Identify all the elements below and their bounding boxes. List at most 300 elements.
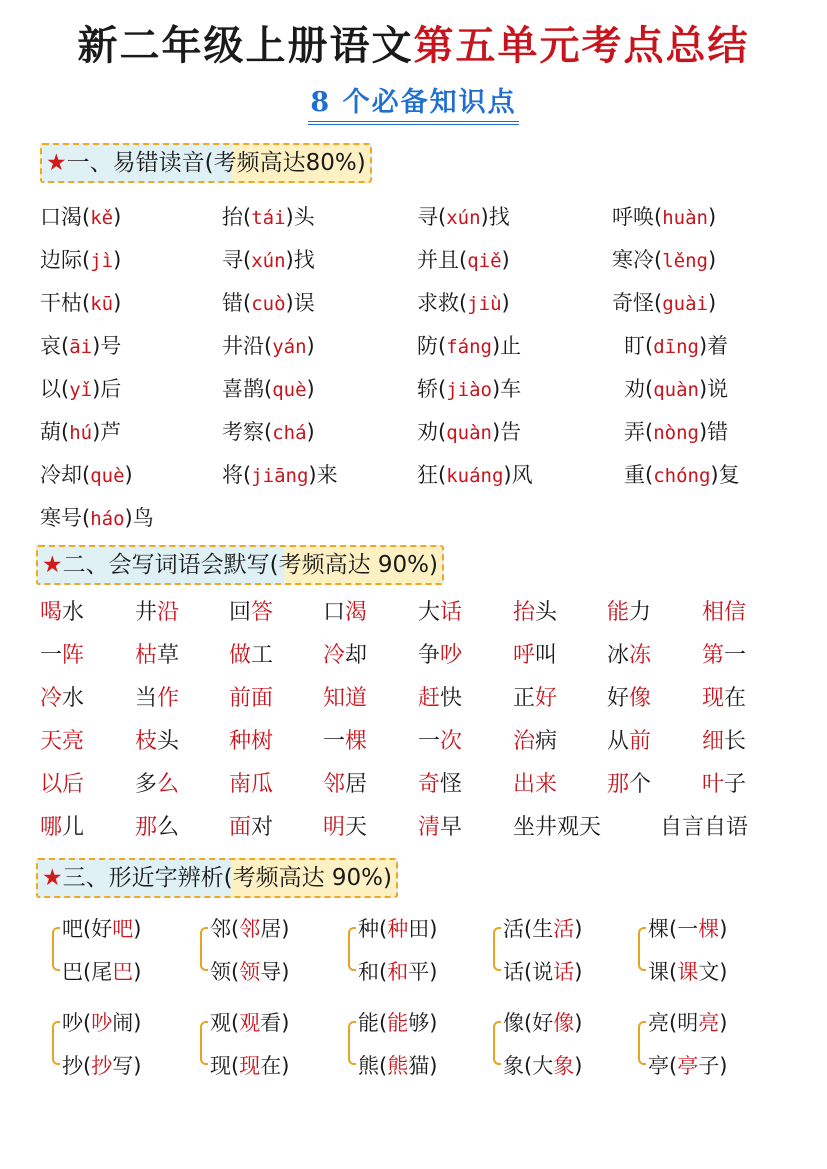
pinyin-item xyxy=(612,203,716,232)
pinyin-reading: huàn xyxy=(662,207,708,229)
section-heading-1 xyxy=(40,143,372,183)
word-char: 枯 xyxy=(135,643,158,668)
char-text: ) xyxy=(574,917,583,941)
char-text: 和 xyxy=(358,960,379,984)
word-char: 知道 xyxy=(323,686,368,711)
word-item xyxy=(229,598,273,628)
pinyin-reading: háo xyxy=(90,508,125,530)
char-text: ( xyxy=(83,1054,92,1078)
char-text: 闹) xyxy=(112,1011,142,1035)
pinyin-reading: yán xyxy=(272,336,307,358)
word-suffix: 风 xyxy=(511,463,533,487)
paren-close: ) xyxy=(501,248,510,272)
char-text: 活 xyxy=(503,917,524,941)
word-item xyxy=(418,727,462,757)
char-text: ( xyxy=(379,1011,388,1035)
word-char: 吵 xyxy=(440,643,463,668)
pinyin-item xyxy=(417,375,521,404)
word-char: 儿 xyxy=(62,815,85,840)
word-char: 头 xyxy=(535,600,558,625)
pinyin-reading: chá xyxy=(272,422,307,444)
similar-char-line xyxy=(210,958,289,986)
char-text: ( xyxy=(231,1011,240,1035)
word-text: 井沿 xyxy=(222,334,264,358)
word-suffix: 说 xyxy=(707,377,729,401)
word-item xyxy=(229,684,273,714)
word-suffix: 鸟 xyxy=(132,506,154,530)
word-char: 好 xyxy=(535,686,558,711)
word-char: 好 xyxy=(607,686,630,711)
pinyin-item xyxy=(417,203,510,232)
word-item xyxy=(607,727,651,757)
word-item xyxy=(702,684,746,714)
word-text: 以 xyxy=(40,377,61,401)
pinyin-item xyxy=(624,461,740,490)
bracket-icon xyxy=(493,1021,501,1065)
word-item xyxy=(418,813,462,843)
word-item xyxy=(513,727,557,757)
word-item xyxy=(323,813,367,843)
char-text: 领 xyxy=(239,960,261,984)
pinyin-item xyxy=(417,289,510,318)
similar-char-line xyxy=(210,915,289,943)
pinyin-reading: jiāng xyxy=(251,465,309,487)
bracket-icon xyxy=(52,1021,60,1065)
word-char: 工 xyxy=(251,643,274,668)
similar-char-line xyxy=(648,1052,727,1080)
char-text: 抄 xyxy=(91,1054,113,1078)
section-title: 三、形近字辨析 xyxy=(62,865,224,891)
similar-char-line xyxy=(503,1052,582,1080)
char-text: (一 xyxy=(669,917,699,941)
page-title xyxy=(0,14,827,71)
similar-char-line xyxy=(503,915,582,943)
word-char: 相信 xyxy=(702,600,747,625)
word-suffix: 止 xyxy=(500,334,522,358)
pinyin-item xyxy=(222,332,315,361)
char-text: ) xyxy=(574,960,583,984)
word-text: 重 xyxy=(624,463,645,487)
paren-open: ( xyxy=(82,463,91,487)
paren-open: ( xyxy=(82,291,91,315)
word-char: 大 xyxy=(418,600,441,625)
word-item xyxy=(418,641,462,671)
char-text: ( xyxy=(669,960,678,984)
similar-char-line xyxy=(648,915,727,943)
paren-close: ) xyxy=(306,420,315,444)
pinyin-reading: què xyxy=(272,379,307,401)
similar-char-line xyxy=(358,1009,437,1037)
paren-open: ( xyxy=(82,205,91,229)
paren-open: ( xyxy=(654,291,663,315)
word-char: 冰 xyxy=(607,643,630,668)
paren-open: ( xyxy=(645,377,654,401)
word-text: 轿 xyxy=(417,377,438,401)
char-text: 观 xyxy=(210,1011,231,1035)
word-char: 治 xyxy=(513,729,536,754)
page-subtitle xyxy=(0,86,827,125)
paren-close: ) xyxy=(92,377,101,401)
star-icon: ★ xyxy=(42,865,63,891)
paren-close: ) xyxy=(113,205,122,229)
pinyin-reading: lěng xyxy=(662,250,708,272)
bracket-icon xyxy=(638,927,646,971)
word-suffix: 后 xyxy=(100,377,122,401)
word-char: 坐井观天 xyxy=(513,815,602,840)
word-char: 草 xyxy=(157,643,180,668)
word-item xyxy=(323,684,367,714)
word-item xyxy=(229,641,273,671)
paren-open: ( xyxy=(438,334,447,358)
pinyin-item xyxy=(40,289,121,318)
word-text: 口渴 xyxy=(40,205,82,229)
char-text: ) xyxy=(133,917,142,941)
pinyin-reading: fáng xyxy=(446,336,492,358)
similar-char-line xyxy=(62,1052,141,1080)
word-suffix: 车 xyxy=(500,377,522,401)
bracket-icon xyxy=(200,927,208,971)
word-item xyxy=(513,770,557,800)
word-char: 回 xyxy=(229,600,252,625)
word-text: 冷却 xyxy=(40,463,82,487)
word-char: 在 xyxy=(724,686,747,711)
word-item xyxy=(40,641,84,671)
paren-close: ) xyxy=(698,420,708,444)
word-char: 力 xyxy=(629,600,652,625)
word-text: 寒号 xyxy=(40,506,82,530)
word-char: 一 xyxy=(40,643,63,668)
char-text: 能 xyxy=(387,1011,409,1035)
word-text: 喜鹊 xyxy=(222,377,264,401)
pinyin-item xyxy=(40,418,121,447)
pinyin-item xyxy=(40,504,154,533)
char-text: ( xyxy=(231,917,240,941)
word-item xyxy=(229,813,273,843)
word-char: 自言自语 xyxy=(660,815,749,840)
word-item xyxy=(323,727,367,757)
section-frequency: (考频高达 90%) xyxy=(223,865,393,891)
word-text: 并且 xyxy=(417,248,459,272)
word-char: 种树 xyxy=(229,729,274,754)
char-text: 话 xyxy=(553,960,575,984)
word-item xyxy=(418,598,462,628)
paren-open: ( xyxy=(459,291,468,315)
word-char: 居 xyxy=(345,772,368,797)
similar-char-line xyxy=(358,915,437,943)
paren-close: ) xyxy=(707,291,717,315)
pinyin-reading: jì xyxy=(90,250,114,272)
char-text: 课 xyxy=(677,960,699,984)
similar-char-line xyxy=(648,1009,727,1037)
word-char: 叶 xyxy=(702,772,725,797)
word-text: 弄 xyxy=(624,420,645,444)
char-text: (说 xyxy=(524,960,554,984)
word-char: 快 xyxy=(440,686,463,711)
pinyin-reading: què xyxy=(90,465,125,487)
similar-char-line xyxy=(62,915,141,943)
word-suffix: 头 xyxy=(293,205,315,229)
word-char: 水 xyxy=(62,686,85,711)
word-char: 冷 xyxy=(323,643,346,668)
word-suffix: 来 xyxy=(316,463,338,487)
section-heading-2 xyxy=(36,545,444,585)
pinyin-item xyxy=(612,246,716,275)
char-text: 像 xyxy=(503,1011,524,1035)
similar-char-line xyxy=(62,958,141,986)
word-item xyxy=(513,684,557,714)
paren-open: ( xyxy=(61,377,70,401)
char-text: 种 xyxy=(358,917,379,941)
section-frequency: (考频高达80%) xyxy=(204,150,366,176)
word-text: 将 xyxy=(222,463,243,487)
bracket-icon xyxy=(348,1021,356,1065)
word-item xyxy=(323,770,367,800)
char-text: ( xyxy=(379,1054,388,1078)
char-text: 在) xyxy=(260,1054,290,1078)
paren-close: ) xyxy=(124,463,133,487)
word-char: 个 xyxy=(629,772,652,797)
char-text: ( xyxy=(669,1054,678,1078)
title-part-1: 新二年级上册语文 xyxy=(77,22,414,69)
word-char: 阵 xyxy=(62,643,85,668)
word-char: 以后 xyxy=(40,772,85,797)
char-text: 活 xyxy=(553,917,575,941)
char-text: 话 xyxy=(503,960,524,984)
pinyin-reading: chóng xyxy=(653,465,711,487)
word-char: 面 xyxy=(229,815,252,840)
paren-open: ( xyxy=(645,463,654,487)
word-char: 前 xyxy=(629,729,652,754)
pinyin-item xyxy=(417,246,510,275)
pinyin-reading: kě xyxy=(90,207,114,229)
word-suffix: 找 xyxy=(293,248,315,272)
word-item xyxy=(607,684,651,714)
paren-open: ( xyxy=(438,205,447,229)
word-item xyxy=(229,727,273,757)
word-text: 寻 xyxy=(417,205,438,229)
pinyin-item xyxy=(624,375,728,404)
char-text: 像 xyxy=(553,1011,575,1035)
char-text: 吵 xyxy=(62,1011,83,1035)
char-text: 能 xyxy=(358,1011,379,1035)
word-char: 那 xyxy=(135,815,158,840)
word-char: 多 xyxy=(135,772,158,797)
word-text: 抬 xyxy=(222,205,243,229)
word-char: 却 xyxy=(345,643,368,668)
char-text: 象 xyxy=(553,1054,575,1078)
pinyin-item xyxy=(222,461,338,490)
word-char: 明 xyxy=(323,815,346,840)
word-char: 病 xyxy=(535,729,558,754)
char-text: 现 xyxy=(210,1054,231,1078)
char-text: ) xyxy=(574,1011,583,1035)
section-heading-3 xyxy=(36,858,398,898)
similar-char-line xyxy=(210,1009,289,1037)
word-char: 像 xyxy=(629,686,652,711)
word-item xyxy=(40,813,84,843)
word-item xyxy=(702,770,746,800)
paren-open: ( xyxy=(264,334,273,358)
word-char: 一 xyxy=(418,729,441,754)
paren-open: ( xyxy=(459,248,468,272)
paren-close: ) xyxy=(491,420,501,444)
char-text: (好 xyxy=(524,1011,554,1035)
paren-close: ) xyxy=(285,291,294,315)
word-char: 作 xyxy=(157,686,180,711)
char-text: 子) xyxy=(698,1054,728,1078)
bracket-icon xyxy=(52,927,60,971)
word-char: 一 xyxy=(323,729,346,754)
char-text: 写) xyxy=(112,1054,142,1078)
word-item xyxy=(607,641,651,671)
word-char: 当 xyxy=(135,686,158,711)
word-char: 天亮 xyxy=(40,729,85,754)
char-text: 棵 xyxy=(698,917,720,941)
char-text: ( xyxy=(231,960,240,984)
word-char: 怪 xyxy=(440,772,463,797)
char-text: 吵 xyxy=(91,1011,113,1035)
word-char: 早 xyxy=(440,815,463,840)
word-text: 防 xyxy=(417,334,438,358)
similar-char-line xyxy=(503,1009,582,1037)
word-char: 清 xyxy=(418,815,441,840)
paren-open: ( xyxy=(61,420,70,444)
paren-close: ) xyxy=(480,205,489,229)
word-char: 呼 xyxy=(513,643,536,668)
pinyin-item xyxy=(40,203,121,232)
char-text: ( xyxy=(231,1054,240,1078)
char-text: 观 xyxy=(239,1011,261,1035)
pinyin-reading: yǐ xyxy=(69,379,93,401)
subtitle-text: 8 个必备知识点 xyxy=(308,86,518,125)
star-icon: ★ xyxy=(42,552,63,578)
word-char: 枝 xyxy=(135,729,158,754)
char-text: (生 xyxy=(524,917,554,941)
char-text: 文) xyxy=(698,960,728,984)
word-char: 长 xyxy=(724,729,747,754)
section-frequency: (考频高达 90%) xyxy=(269,552,439,578)
word-item xyxy=(702,727,746,757)
char-text: 亭 xyxy=(648,1054,669,1078)
word-char: 么 xyxy=(157,772,180,797)
word-char: 哪 xyxy=(40,815,63,840)
word-char: 井 xyxy=(135,600,158,625)
bracket-icon xyxy=(638,1021,646,1065)
word-char: 口 xyxy=(323,600,346,625)
paren-open: ( xyxy=(654,205,663,229)
paren-close: ) xyxy=(92,334,101,358)
paren-open: ( xyxy=(243,291,252,315)
char-text: 吧 xyxy=(112,917,134,941)
word-text: 盯 xyxy=(624,334,645,358)
word-item xyxy=(702,598,746,628)
bracket-icon xyxy=(493,927,501,971)
word-item xyxy=(702,641,746,671)
word-char: 正 xyxy=(513,686,536,711)
paren-close: ) xyxy=(491,334,501,358)
paren-open: ( xyxy=(243,463,252,487)
word-char: 次 xyxy=(440,729,463,754)
word-char: 答 xyxy=(251,600,274,625)
word-char: 奇 xyxy=(418,772,441,797)
word-suffix: 着 xyxy=(707,334,729,358)
pinyin-item xyxy=(624,418,728,447)
word-char: 争 xyxy=(418,643,441,668)
word-char: 话 xyxy=(440,600,463,625)
char-text: 田) xyxy=(408,917,438,941)
word-char: 叫 xyxy=(535,643,558,668)
paren-close: ) xyxy=(92,420,101,444)
word-char: 赶 xyxy=(418,686,441,711)
paren-close: ) xyxy=(124,506,133,530)
word-char: 出来 xyxy=(513,772,558,797)
word-item xyxy=(40,598,84,628)
paren-close: ) xyxy=(285,248,294,272)
paren-close: ) xyxy=(698,334,708,358)
pinyin-reading: hú xyxy=(69,422,93,444)
pinyin-reading: guài xyxy=(662,293,708,315)
word-item xyxy=(135,598,179,628)
char-text: ) xyxy=(574,1054,583,1078)
paren-open: ( xyxy=(264,420,273,444)
char-text: ) xyxy=(719,917,728,941)
word-char: 渴 xyxy=(345,600,368,625)
char-text: 看) xyxy=(260,1011,290,1035)
pinyin-reading: kū xyxy=(90,293,114,315)
paren-open: ( xyxy=(243,205,252,229)
word-suffix: 找 xyxy=(488,205,510,229)
char-text: 猫) xyxy=(408,1054,438,1078)
paren-open: ( xyxy=(645,420,654,444)
char-text: ( xyxy=(379,960,388,984)
char-text: ) xyxy=(133,960,142,984)
char-text: 亮 xyxy=(698,1011,720,1035)
word-char: 水 xyxy=(62,600,85,625)
char-text: ( xyxy=(379,917,388,941)
char-text: 平) xyxy=(408,960,438,984)
pinyin-item xyxy=(222,418,315,447)
paren-close: ) xyxy=(503,463,512,487)
paren-close: ) xyxy=(707,248,717,272)
char-text: (尾 xyxy=(83,960,113,984)
paren-close: ) xyxy=(698,377,708,401)
pinyin-item xyxy=(40,246,121,275)
char-text: (好 xyxy=(83,917,113,941)
word-item xyxy=(513,641,557,671)
word-text: 葫 xyxy=(40,420,61,444)
paren-open: ( xyxy=(438,420,447,444)
word-char: 现 xyxy=(702,686,725,711)
word-char: 对 xyxy=(251,815,274,840)
word-suffix: 芦 xyxy=(100,420,122,444)
word-item xyxy=(135,770,179,800)
pinyin-item xyxy=(222,203,315,232)
pinyin-item xyxy=(40,375,121,404)
word-text: 寒冷 xyxy=(612,248,654,272)
pinyin-reading: cuò xyxy=(251,293,286,315)
similar-char-line xyxy=(62,1009,141,1037)
char-text: (明 xyxy=(669,1011,699,1035)
char-text: 居) xyxy=(260,917,290,941)
char-text: 抄 xyxy=(62,1054,83,1078)
word-item xyxy=(513,598,557,628)
word-text: 求救 xyxy=(417,291,459,315)
word-char: 棵 xyxy=(345,729,368,754)
pinyin-item xyxy=(624,332,728,361)
word-text: 哀 xyxy=(40,334,61,358)
word-char: 邻 xyxy=(323,772,346,797)
similar-char-line xyxy=(358,1052,437,1080)
